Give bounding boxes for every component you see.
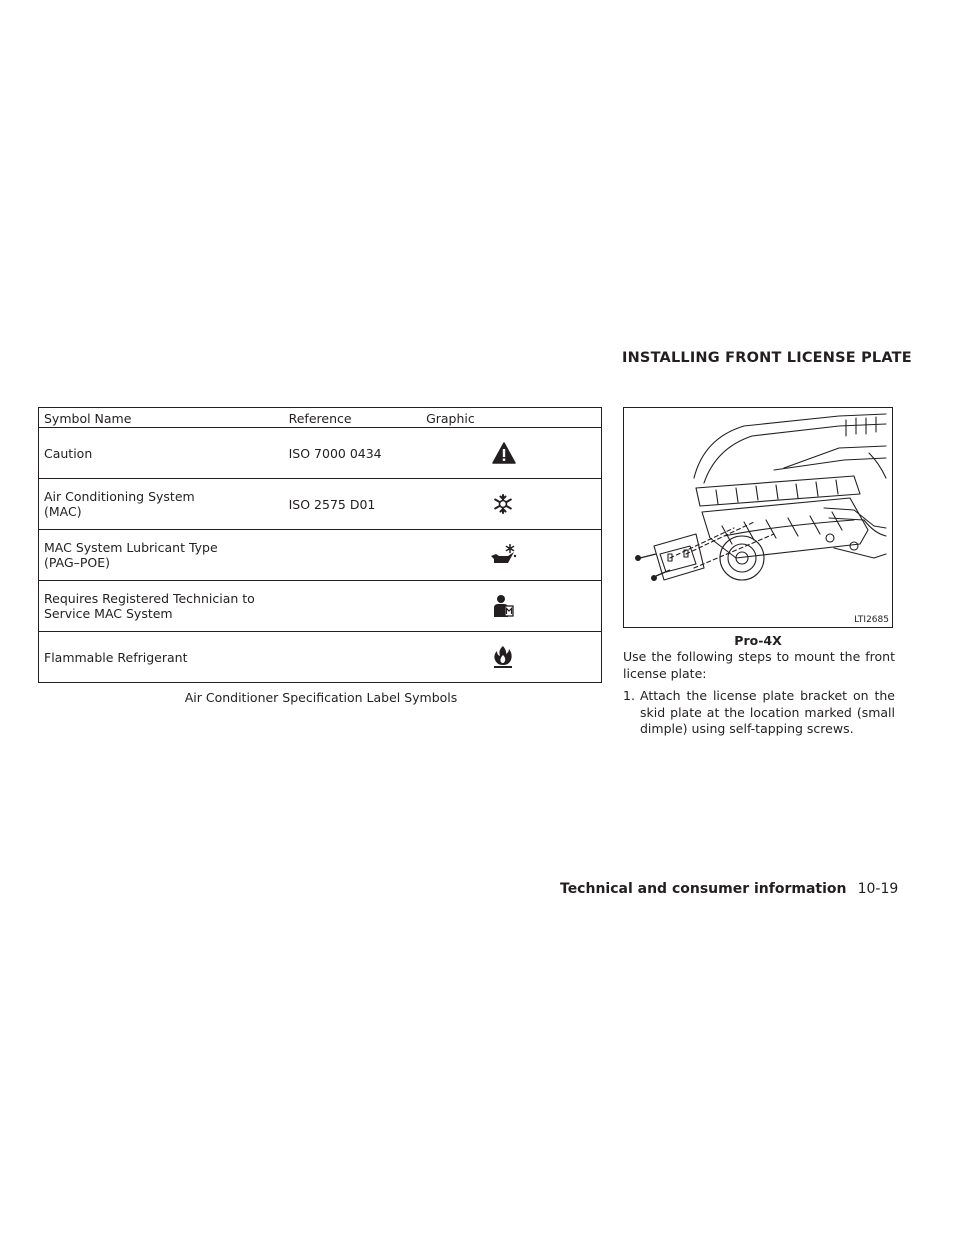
table-row xyxy=(39,479,602,530)
license-plate-figure xyxy=(623,407,893,628)
section-title: INSTALLING FRONT LICENSE PLATE xyxy=(622,350,912,366)
figure-caption: Pro-4X xyxy=(734,633,782,648)
page-footer xyxy=(560,878,899,897)
graphic-cell xyxy=(421,581,601,632)
symbol-name: Flammable Refrigerant xyxy=(39,632,284,683)
figure-code: LTI2685 xyxy=(854,615,889,625)
header-graphic: Graphic xyxy=(421,408,601,428)
header-reference: Reference xyxy=(284,408,421,428)
snowflake-icon xyxy=(492,493,514,515)
graphic-cell xyxy=(421,479,601,530)
flame-icon xyxy=(492,645,514,669)
symbol-reference: ISO 2575 D01 xyxy=(284,479,421,530)
symbol-name: Requires Registered Technician to Service MAC System xyxy=(39,581,284,632)
graphic-cell xyxy=(421,428,601,479)
graphic-cell xyxy=(421,632,601,683)
symbol-name: Caution xyxy=(39,428,284,479)
table-row xyxy=(39,428,602,479)
technician-icon xyxy=(492,594,514,618)
warning-triangle-icon xyxy=(492,442,516,464)
table-row xyxy=(39,530,602,581)
symbol-reference: ISO 7000 0434 xyxy=(284,428,421,479)
symbol-name: Air Conditioning System (MAC) xyxy=(39,479,284,530)
footer-section-name: Technical and consumer information xyxy=(560,881,847,897)
step-text: Attach the license plate bracket on the skid plate at the location marked (small dimple) using self-tapping screws. xyxy=(640,688,895,736)
header-symbol-name: Symbol Name xyxy=(39,408,284,428)
graphic-cell xyxy=(421,530,601,581)
page-number: 10-19 xyxy=(857,881,899,897)
intro-text: Use the following steps to mount the front license plate: xyxy=(623,649,895,681)
symbol-reference xyxy=(284,581,421,632)
symbol-reference xyxy=(284,632,421,683)
table-caption: Air Conditioner Specification Label Symbols xyxy=(184,690,458,705)
license-plate-bracket-illustration xyxy=(624,408,893,628)
step-item xyxy=(623,688,895,738)
oil-can-icon xyxy=(488,544,518,566)
symbol-table xyxy=(38,407,602,683)
table-row xyxy=(39,632,602,683)
symbol-reference xyxy=(284,530,421,581)
table-header-row xyxy=(39,408,602,428)
symbol-name: MAC System Lubricant Type (PAG–POE) xyxy=(39,530,284,581)
step-number: 1. xyxy=(623,688,635,703)
table-row xyxy=(39,581,602,632)
